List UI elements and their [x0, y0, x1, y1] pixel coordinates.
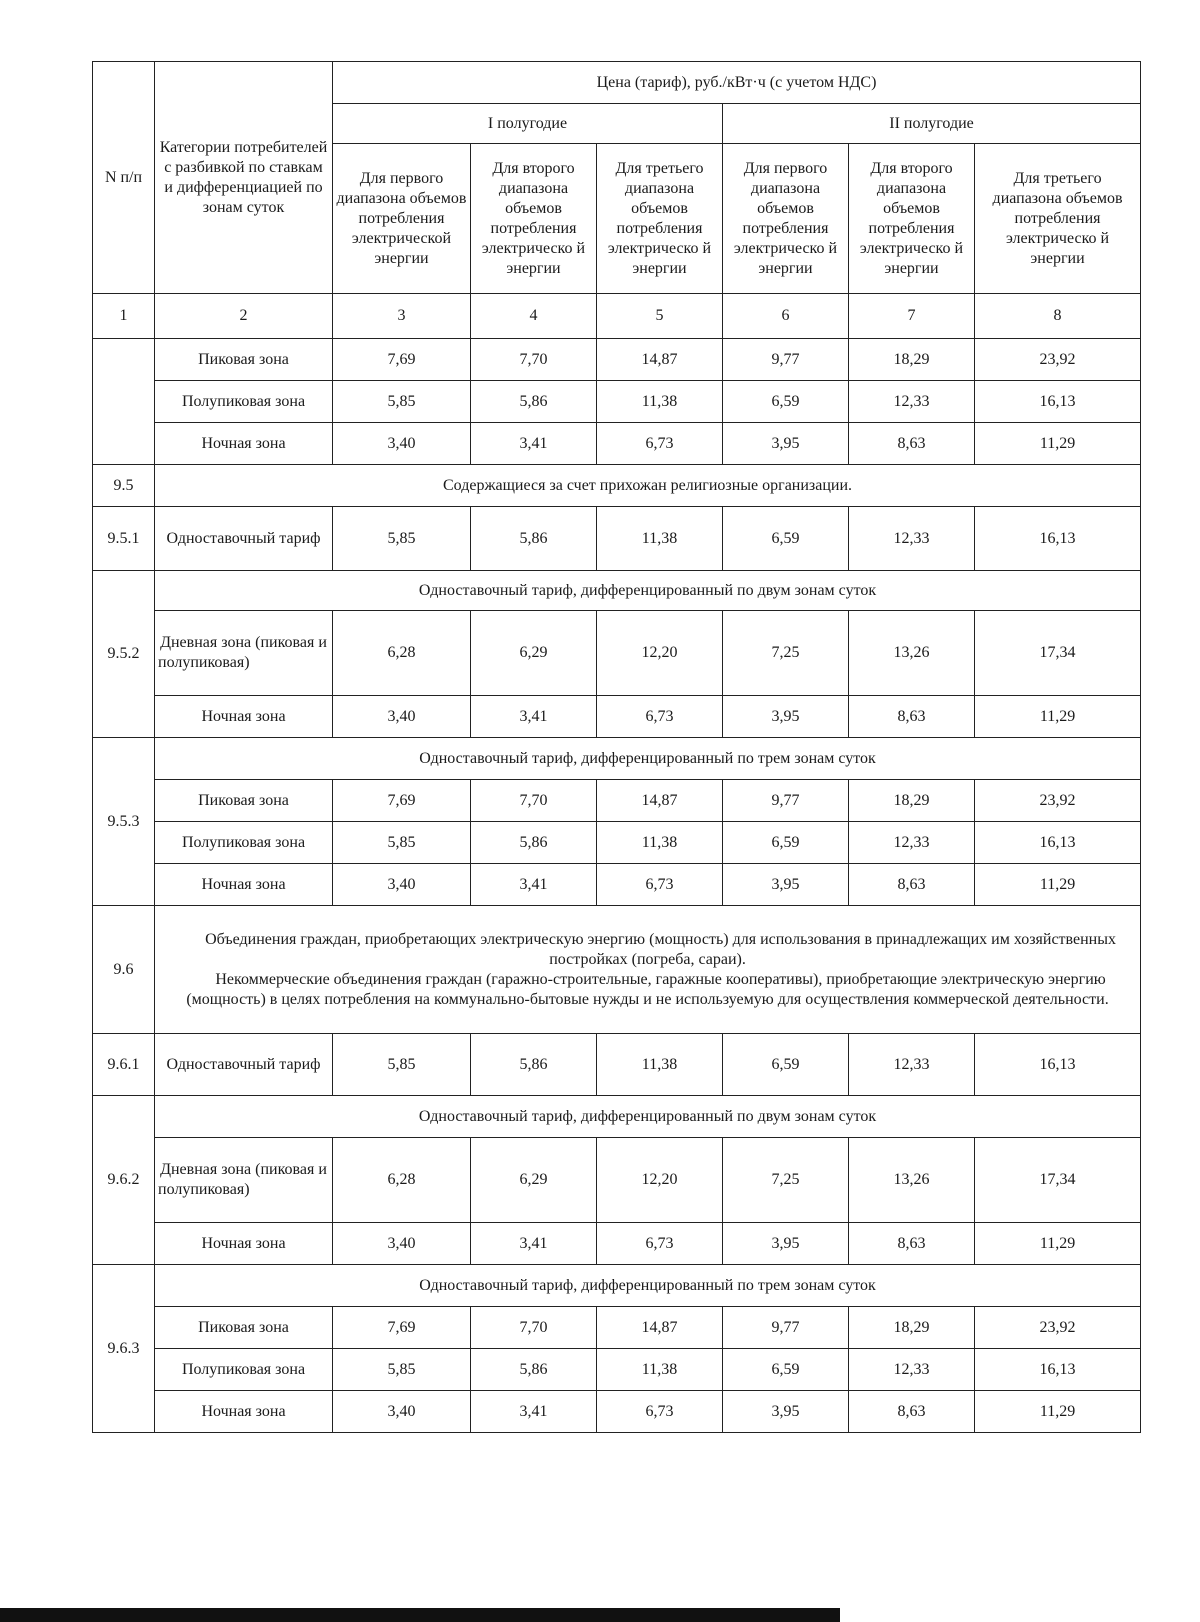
- price-cell: 12,33: [849, 822, 975, 864]
- price-cell: 9,77: [723, 1307, 849, 1349]
- price-cell: 11,29: [975, 864, 1141, 906]
- zone-label: Пиковая зона: [155, 780, 333, 822]
- price-cell: 3,40: [333, 423, 471, 465]
- price-cell: 14,87: [597, 1307, 723, 1349]
- subsection-row: [93, 1265, 1141, 1307]
- price-cell: 3,95: [723, 864, 849, 906]
- zone-label: Ночная зона: [155, 696, 333, 738]
- column-number: 5: [597, 294, 723, 339]
- price-cell: 11,29: [975, 1223, 1141, 1265]
- header-np: N п/п: [93, 62, 155, 294]
- price-cell: 12,33: [849, 1034, 975, 1096]
- header-half-1: I полугодие: [333, 104, 723, 144]
- table-row: [93, 1391, 1141, 1433]
- price-cell: 8,63: [849, 1223, 975, 1265]
- column-number-row: [93, 294, 1141, 339]
- price-cell: 7,70: [471, 339, 597, 381]
- price-cell: 11,29: [975, 696, 1141, 738]
- zone-label: Ночная зона: [155, 1223, 333, 1265]
- price-cell: 6,73: [597, 1223, 723, 1265]
- zone-label: Ночная зона: [155, 1391, 333, 1433]
- price-cell: 3,40: [333, 1223, 471, 1265]
- price-cell: 5,86: [471, 381, 597, 423]
- price-cell: 3,41: [471, 696, 597, 738]
- price-cell: 7,25: [723, 1138, 849, 1223]
- price-cell: 23,92: [975, 780, 1141, 822]
- price-cell: 7,70: [471, 1307, 597, 1349]
- zone-label: Ночная зона: [155, 423, 333, 465]
- price-cell: 13,26: [849, 1138, 975, 1223]
- price-cell: 7,25: [723, 611, 849, 696]
- price-cell: 5,86: [471, 507, 597, 571]
- header-range-2: Для второго диапазона объемов потребления электрическо й энергии: [471, 144, 597, 294]
- price-cell: 3,41: [471, 864, 597, 906]
- price-cell: 17,34: [975, 611, 1141, 696]
- price-cell: 5,85: [333, 1349, 471, 1391]
- table-row: [93, 1223, 1141, 1265]
- header-half-2: II полугодие: [723, 104, 1141, 144]
- section-description: [155, 906, 1141, 1034]
- section-row: [93, 906, 1141, 1034]
- table-row: [93, 822, 1141, 864]
- table-row: [93, 507, 1141, 571]
- price-cell: 12,20: [597, 611, 723, 696]
- row-number-empty: [93, 339, 155, 465]
- price-cell: 16,13: [975, 822, 1141, 864]
- price-cell: 18,29: [849, 780, 975, 822]
- price-cell: 16,13: [975, 1034, 1141, 1096]
- price-cell: 8,63: [849, 423, 975, 465]
- table-row: [93, 611, 1141, 696]
- price-cell: 13,26: [849, 611, 975, 696]
- header-row-1: [93, 62, 1141, 104]
- subsection-title: Одноставочный тариф, дифференцированный по трем зонам суток: [155, 738, 1141, 780]
- price-cell: 6,29: [471, 1138, 597, 1223]
- price-cell: 6,73: [597, 1391, 723, 1433]
- table-row: [93, 381, 1141, 423]
- price-cell: 17,34: [975, 1138, 1141, 1223]
- price-cell: 18,29: [849, 1307, 975, 1349]
- table-row: [93, 1034, 1141, 1096]
- row-number: 9.5.3: [93, 738, 155, 906]
- zone-label: Полупиковая зона: [155, 1349, 333, 1391]
- zone-label: Ночная зона: [155, 864, 333, 906]
- row-number: 9.5.2: [93, 571, 155, 738]
- column-number: 7: [849, 294, 975, 339]
- zone-label: Дневная зона (пиковая и полупиковая): [155, 1138, 333, 1223]
- column-number: 1: [93, 294, 155, 339]
- table-row: [93, 339, 1141, 381]
- price-cell: 3,41: [471, 423, 597, 465]
- price-cell: 12,33: [849, 507, 975, 571]
- column-number: 6: [723, 294, 849, 339]
- subsection-title: Одноставочный тариф, дифференцированный по двум зонам суток: [155, 571, 1141, 611]
- zone-label: Полупиковая зона: [155, 381, 333, 423]
- header-range-2b: Для второго диапазона объемов потребления электрическо й энергии: [849, 144, 975, 294]
- price-cell: 11,38: [597, 1349, 723, 1391]
- price-cell: 5,86: [471, 1034, 597, 1096]
- price-cell: 7,70: [471, 780, 597, 822]
- zone-label: Дневная зона (пиковая и полупиковая): [155, 611, 333, 696]
- price-cell: 5,85: [333, 822, 471, 864]
- price-cell: 6,73: [597, 696, 723, 738]
- table-row: [93, 1138, 1141, 1223]
- price-cell: 11,29: [975, 1391, 1141, 1433]
- price-cell: 6,59: [723, 1034, 849, 1096]
- price-cell: 3,95: [723, 423, 849, 465]
- price-cell: 6,73: [597, 423, 723, 465]
- price-cell: 6,73: [597, 864, 723, 906]
- price-cell: 6,59: [723, 507, 849, 571]
- row-number: 9.6.3: [93, 1265, 155, 1433]
- row-number: 9.5.1: [93, 507, 155, 571]
- price-cell: 16,13: [975, 1349, 1141, 1391]
- table-row: [93, 780, 1141, 822]
- price-cell: 5,86: [471, 1349, 597, 1391]
- price-cell: 23,92: [975, 339, 1141, 381]
- price-cell: 6,59: [723, 381, 849, 423]
- price-cell: 12,20: [597, 1138, 723, 1223]
- subsection-title: Одноставочный тариф, дифференцированный по трем зонам суток: [155, 1265, 1141, 1307]
- price-cell: 5,85: [333, 1034, 471, 1096]
- price-cell: 16,13: [975, 381, 1141, 423]
- header-range-1b: Для первого диапазона объемов потребления электрическо й энергии: [723, 144, 849, 294]
- tariff-label: Одноставочный тариф: [155, 507, 333, 571]
- price-cell: 3,40: [333, 696, 471, 738]
- zone-label: Полупиковая зона: [155, 822, 333, 864]
- price-cell: 11,29: [975, 423, 1141, 465]
- price-cell: 3,95: [723, 696, 849, 738]
- section-row: [93, 465, 1141, 507]
- header-range-3: Для третьего диапазона объемов потребления электрическо й энергии: [597, 144, 723, 294]
- price-cell: 3,40: [333, 864, 471, 906]
- document-page: [92, 61, 1140, 1433]
- header-price: Цена (тариф), руб./кВт·ч (с учетом НДС): [333, 62, 1141, 104]
- column-number: 4: [471, 294, 597, 339]
- row-number: 9.6: [93, 906, 155, 1034]
- tariff-label: Одноставочный тариф: [155, 1034, 333, 1096]
- price-cell: 11,38: [597, 1034, 723, 1096]
- price-cell: 16,13: [975, 507, 1141, 571]
- price-cell: 11,38: [597, 381, 723, 423]
- price-cell: 3,41: [471, 1391, 597, 1433]
- price-cell: 3,95: [723, 1223, 849, 1265]
- section-paragraph: Объединения граждан, приобретающих электрическую энергию (мощность) для использования в принадлежащих им хозяйственных постройках (погреба, сараи).: [205, 930, 1116, 968]
- tariff-table: [92, 61, 1141, 1433]
- price-cell: 11,38: [597, 507, 723, 571]
- price-cell: 14,87: [597, 780, 723, 822]
- price-cell: 7,69: [333, 1307, 471, 1349]
- row-number: 9.5: [93, 465, 155, 507]
- row-number: 9.6.2: [93, 1096, 155, 1265]
- price-cell: 6,28: [333, 611, 471, 696]
- price-cell: 8,63: [849, 1391, 975, 1433]
- header-range-1: Для первого диапазона объемов потребления электрической энергии: [333, 144, 471, 294]
- table-row: [93, 423, 1141, 465]
- subsection-row: [93, 1096, 1141, 1138]
- price-cell: 5,85: [333, 381, 471, 423]
- price-cell: 3,95: [723, 1391, 849, 1433]
- price-cell: 6,29: [471, 611, 597, 696]
- row-number: 9.6.1: [93, 1034, 155, 1096]
- zone-label: Пиковая зона: [155, 339, 333, 381]
- subsection-row: [93, 738, 1141, 780]
- price-cell: 7,69: [333, 780, 471, 822]
- column-number: 2: [155, 294, 333, 339]
- header-category: Категории потребителей с разбивкой по ставкам и дифференциацией по зонам суток: [155, 62, 333, 294]
- column-number: 8: [975, 294, 1141, 339]
- price-cell: 3,40: [333, 1391, 471, 1433]
- table-row: [93, 1349, 1141, 1391]
- price-cell: 14,87: [597, 339, 723, 381]
- price-cell: 12,33: [849, 381, 975, 423]
- zone-label: Пиковая зона: [155, 1307, 333, 1349]
- price-cell: 6,28: [333, 1138, 471, 1223]
- table-row: [93, 696, 1141, 738]
- table-row: [93, 1307, 1141, 1349]
- price-cell: 12,33: [849, 1349, 975, 1391]
- price-cell: 23,92: [975, 1307, 1141, 1349]
- price-cell: 11,38: [597, 822, 723, 864]
- section-paragraph: Некоммерческие объединения граждан (гаражно-строительные, гаражные кооперативы), приобретающие электрическую энергию (мощность) в целях потребления на коммунально-бытовые нужды и не используемую для осуществления коммерческой деятельности.: [186, 970, 1109, 1008]
- scan-edge-bar: [0, 1608, 840, 1622]
- price-cell: 5,85: [333, 507, 471, 571]
- price-cell: 8,63: [849, 696, 975, 738]
- column-number: 3: [333, 294, 471, 339]
- price-cell: 9,77: [723, 780, 849, 822]
- price-cell: 9,77: [723, 339, 849, 381]
- price-cell: 8,63: [849, 864, 975, 906]
- price-cell: 3,41: [471, 1223, 597, 1265]
- price-cell: 6,59: [723, 822, 849, 864]
- header-range-3b: Для третьего диапазона объемов потребления электрическо й энергии: [975, 144, 1141, 294]
- price-cell: 6,59: [723, 1349, 849, 1391]
- price-cell: 18,29: [849, 339, 975, 381]
- table-row: [93, 864, 1141, 906]
- price-cell: 7,69: [333, 339, 471, 381]
- subsection-row: [93, 571, 1141, 611]
- subsection-title: Одноставочный тариф, дифференцированный по двум зонам суток: [155, 1096, 1141, 1138]
- section-title: Содержащиеся за счет прихожан религиозные организации.: [155, 465, 1141, 507]
- price-cell: 5,86: [471, 822, 597, 864]
